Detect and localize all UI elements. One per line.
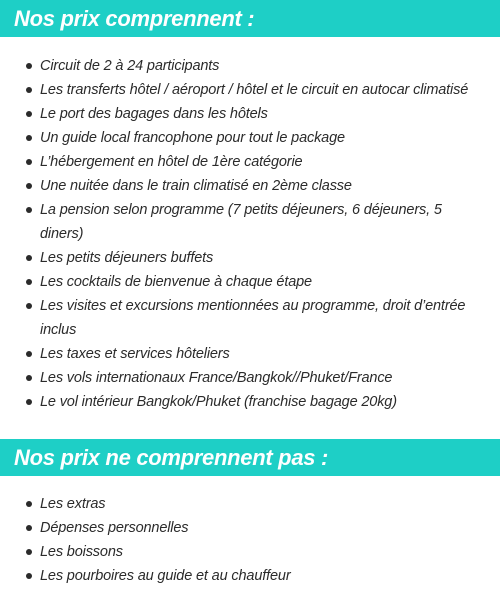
list-item: [0, 564, 500, 588]
bullet-icon: [26, 183, 32, 189]
list-item-text: Le vol intérieur Bangkok/Phuket (franchise bagage 20kg): [40, 394, 397, 410]
bullet-icon: [26, 549, 32, 555]
list-item: [0, 198, 500, 246]
bullet-icon: [26, 63, 32, 69]
bullet-icon: [26, 351, 32, 357]
bullet-icon: [26, 399, 32, 405]
list-item: [0, 390, 500, 414]
list-item: [0, 102, 500, 126]
list-item: [0, 366, 500, 390]
list-item: [0, 294, 500, 342]
bullet-icon: [26, 279, 32, 285]
list-item-text: Les cocktails de bienvenue à chaque étape: [40, 274, 312, 290]
excluded-section-title: Nos prix ne comprennent pas :: [0, 439, 500, 476]
list-item-text: Les petits déjeuners buffets: [40, 250, 214, 266]
bullet-icon: [26, 525, 32, 531]
bullet-icon: [26, 159, 32, 165]
excluded-list: [0, 492, 500, 588]
list-item: [0, 246, 500, 270]
list-item-text: La pension selon programme (7 petits déjeuners, 6 déjeuners, 5 diners): [40, 202, 442, 242]
included-section-title: Nos prix comprennent :: [0, 0, 500, 37]
list-item-text: L’hébergement en hôtel de 1ère catégorie: [40, 154, 303, 170]
list-item-text: Une nuitée dans le train climatisé en 2ème classe: [40, 178, 352, 194]
bullet-icon: [26, 87, 32, 93]
list-item-text: Le port des bagages dans les hôtels: [40, 106, 268, 122]
bullet-icon: [26, 207, 32, 213]
list-item-text: Circuit de 2 à 24 participants: [40, 58, 220, 74]
list-item: [0, 342, 500, 366]
list-item: [0, 492, 500, 516]
list-item-text: Les boissons: [40, 544, 123, 560]
bullet-icon: [26, 255, 32, 261]
list-item: [0, 54, 500, 78]
bullet-icon: [26, 573, 32, 579]
bullet-icon: [26, 375, 32, 381]
list-item-text: Les taxes et services hôteliers: [40, 346, 230, 362]
list-item-text: Les transferts hôtel / aéroport / hôtel et le circuit en autocar climatisé: [40, 82, 469, 98]
list-item: [0, 150, 500, 174]
list-item: [0, 78, 500, 102]
list-item-text: Les pourboires au guide et au chauffeur: [40, 568, 291, 584]
bullet-icon: [26, 135, 32, 141]
bullet-icon: [26, 501, 32, 507]
bullet-icon: [26, 303, 32, 309]
list-item: [0, 174, 500, 198]
bullet-icon: [26, 111, 32, 117]
included-list: [0, 54, 500, 414]
list-item-text: Les vols internationaux France/Bangkok//Phuket/France: [40, 370, 393, 386]
list-item: [0, 126, 500, 150]
list-item-text: Les extras: [40, 496, 106, 512]
list-item-text: Dépenses personnelles: [40, 520, 189, 536]
list-item: [0, 540, 500, 564]
list-item: [0, 270, 500, 294]
list-item-text: Un guide local francophone pour tout le package: [40, 130, 345, 146]
list-item: [0, 516, 500, 540]
list-item-text: Les visites et excursions mentionnées au programme, droit d’entrée inclus: [40, 298, 466, 338]
